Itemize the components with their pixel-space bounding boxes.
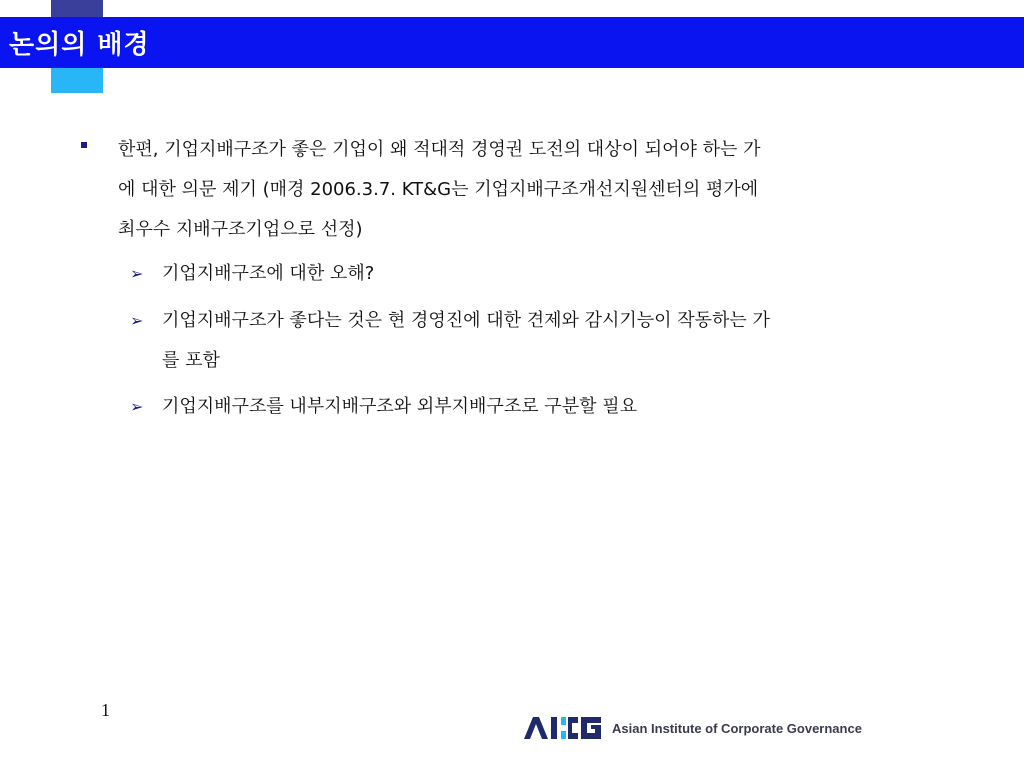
footer-logo [522, 713, 862, 743]
decorative-square-bottom [51, 68, 103, 93]
aicg-logo-icon [522, 713, 604, 743]
main-point [118, 130, 958, 250]
main-point-line: 최우수 지배구조기업으로 선정) [118, 219, 363, 240]
sub-point-line: 기업지배구조가 좋다는 것은 현 경영진에 대한 견제와 감시기능이 작동하는 가 [162, 310, 770, 331]
arrow-bullet-icon: ➢ [130, 311, 144, 330]
main-point-line: 한편, 기업지배구조가 좋은 기업이 왜 적대적 경영권 도전의 대상이 되어야 하는 가 [118, 139, 761, 160]
sub-point-line: 기업지배구조에 대한 오해? [162, 263, 375, 284]
page-number: 1 [101, 700, 110, 720]
title-bar [0, 17, 1024, 68]
main-point-line: 에 대한 의문 제기 (매경 2006.3.7. KT&G는 기업지배구조개선지원센터의 평가에 [118, 179, 759, 200]
slide-title: 논의의 배경 [9, 30, 150, 60]
sub-point-line: 를 포함 [162, 350, 220, 371]
organization-name: Asian Institute of Corporate Governance [612, 720, 862, 736]
decorative-square-top [51, 0, 103, 17]
square-bullet-icon [81, 142, 87, 148]
arrow-bullet-icon: ➢ [130, 397, 144, 416]
arrow-bullet-icon: ➢ [130, 264, 144, 283]
sub-point-line: 기업지배구조를 내부지배구조와 외부지배구조로 구분할 필요 [162, 396, 637, 417]
